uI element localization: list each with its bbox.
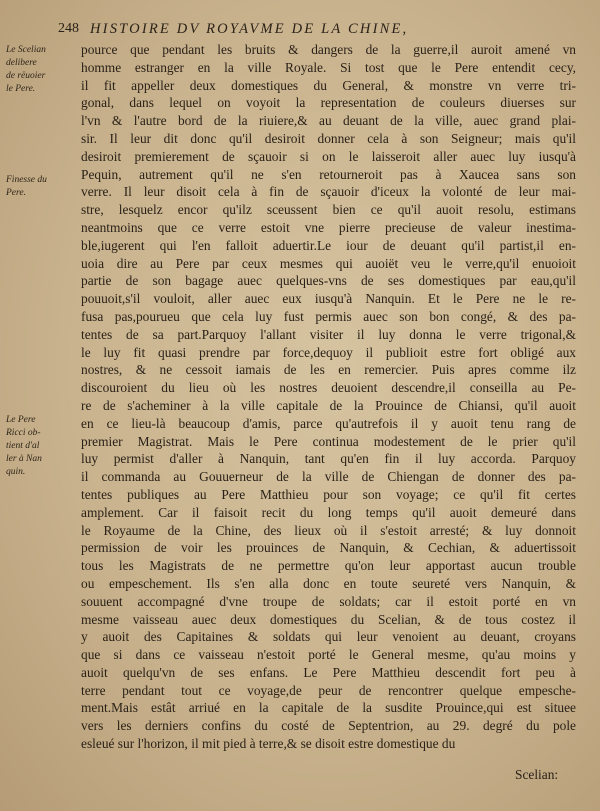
page-number: 248: [58, 21, 79, 36]
margin-note-line: Le Scelian: [6, 45, 46, 55]
margin-note-line: Finesse du: [6, 175, 47, 185]
text-line: le luy fit quasi prendre par force,dequoy il publioit estre fort obligé aux: [81, 344, 576, 360]
text-line: ment.Mais estât arriué en la capitale de la susdite Prouince,qui est situee: [81, 700, 576, 716]
text-line: tous les Magistrats de ne permettre qu'on leur apportast aucun trouble: [81, 558, 576, 574]
margin-note-line: de rëuoier: [6, 71, 46, 81]
text-line: auoit quelqu'vn de ses enfans. Le Pere Matthieu descendit fort peu à: [81, 664, 576, 680]
text-line: tentes de sa part.Parquoy l'allant visiter il luy donna le verre trigonal,&: [81, 326, 576, 342]
text-line: ble,iugerent qui l'en falloit aduertir.Le iour de deuant qu'il partist,il en-: [81, 237, 576, 253]
text-line: sir. Il leur dit donc qu'il desiroit donner cela à son Seigneur; mais qu'il: [81, 130, 576, 146]
text-line: ou empeschement. Ils s'en alla donc en toute seureté vers Nanquin, &: [81, 575, 576, 591]
margin-note-line: Ricci ob-: [6, 428, 41, 438]
text-line: luy permist d'aller à Nanquin, tant qu'en fin il luy accorda. Parquoy: [81, 451, 576, 467]
text-line: mesme vaisseau auec deux domestiques du Scelian, & de tous costez il: [81, 611, 576, 627]
text-line: stre, lesquelz encor qu'ilz sceussent bien ce qu'il auoit resolu, estimans: [81, 202, 576, 218]
margin-note-line: Pere.: [6, 188, 26, 198]
page-header: [58, 21, 578, 41]
text-line: premier Magistrat. Mais le Pere continua modestement de le prier qu'il: [81, 433, 576, 449]
body-text: [81, 41, 576, 753]
text-line: Pequin, autrement qu'il ne s'en retourneroit pas à Xaucea sans son: [81, 166, 576, 182]
text-line: vers les derniers confins du costé de Septentrion, au 29. degré du pole: [81, 718, 576, 734]
text-line: fusa pas,pourueu que cela luy fust permis auec son bon congé, & des pa-: [81, 308, 576, 324]
text-line: pource que pendant les bruits & dangers de la guerre,il auroit amené vn: [81, 42, 576, 57]
text-line: uoia dire au Pere par ceux mesmes qui auoiët veu le verre,qu'il enuoioit: [81, 255, 576, 271]
text-line: verre. Il leur disoit cela à fin de sçauoir d'iceux la volonté de leur mai-: [81, 184, 576, 200]
text-line: l'vn & l'autre bord de la riuiere,& au deuant de la ville, auec grand plai-: [81, 113, 576, 129]
text-line: tentes publiques au Pere Matthieu pour son voyage; ce qu'il fit certes: [81, 486, 576, 502]
text-line: souuent accompagné d'vne troupe de soldats; car il estoit porté en vn: [81, 593, 576, 609]
text-line: desiroit premierement de sçauoir si on le laisseroit aller auec luy iusqu'à: [81, 148, 576, 164]
text-line: neantmoins que ce verre estoit vne pierre precieuse de valeur inestima-: [81, 219, 576, 235]
text-line: permission de voir les prouinces de Nanquin, & Cechian, & aduertissoit: [81, 540, 576, 556]
margin-note-line: quin.: [6, 467, 26, 477]
text-line: discouroient du lieu où les nostres deuoient descendre,il conseilla au Pe-: [81, 380, 576, 396]
text-line: esleué sur l'horizon, il mit pied à terre,& se disoit estre domestique du: [81, 736, 456, 752]
text-line: gonal, dans lequel on voyoit la representation de couleurs diuerses sur: [81, 95, 576, 111]
margin-note-ricci: [6, 414, 62, 479]
text-line: le Royaume de la Chine, des lieux où il s'estoit arresté; & luy donnoit: [81, 522, 576, 538]
text-line: il fit appeller deux domestiques du General, & monstre vn verre tri-: [81, 77, 576, 93]
text-line: y auoit des Capitaines & soldats qui leur venoient au deuant, croyans: [81, 629, 576, 645]
running-title: HISTOIRE DV ROYAVME DE LA CHINE,: [90, 21, 409, 37]
text-line: en ce lieu-là beaucoup d'amis, parce qu'autrefois il y auoit tenu rang de: [81, 415, 576, 431]
catchword: Scelian:: [515, 767, 559, 782]
text-line: pouuoit,s'il vouloit, aller auec eux iusqu'à Nanquin. Et le Pere ne le re-: [81, 291, 576, 307]
margin-note-line: Le Pere: [6, 415, 36, 425]
margin-note-line: tient d'al: [6, 441, 40, 451]
text-line: re de s'acheminer à la ville capitale de la Prouince de Chiansi, qu'il auoit: [81, 397, 576, 413]
text-line: terre pendant tout ce voyage,de peur de rencontrer quelque empesche-: [81, 682, 576, 698]
margin-note-finesse: [6, 174, 62, 200]
text-line: amplement. Car il faisoit recit du long temps qu'il auoit demeuré dans: [81, 504, 576, 520]
text-line: partie de son bagage auec quelques-vns de ses domestiques par eau,qu'il: [81, 273, 576, 289]
margin-note-line: delibere: [6, 58, 37, 68]
text-line: homme estranger en la ville Royale. Si tost que le Pere entendit cecy,: [81, 59, 576, 75]
margin-note-scelian: [6, 44, 62, 96]
text-line: que si dans ce vaisseau n'estoit porté le General mesme, qu'au moins y: [81, 647, 576, 663]
margin-note-line: le Pere.: [6, 84, 36, 94]
margin-note-line: ler à Nan: [6, 454, 42, 464]
text-line: il commanda au Gouuerneur de la ville de Chiengan de donner des pa-: [81, 469, 576, 485]
text-line: nostres, & ne cessoit iamais de les en remercier. Puis apres comme ilz: [81, 362, 576, 378]
